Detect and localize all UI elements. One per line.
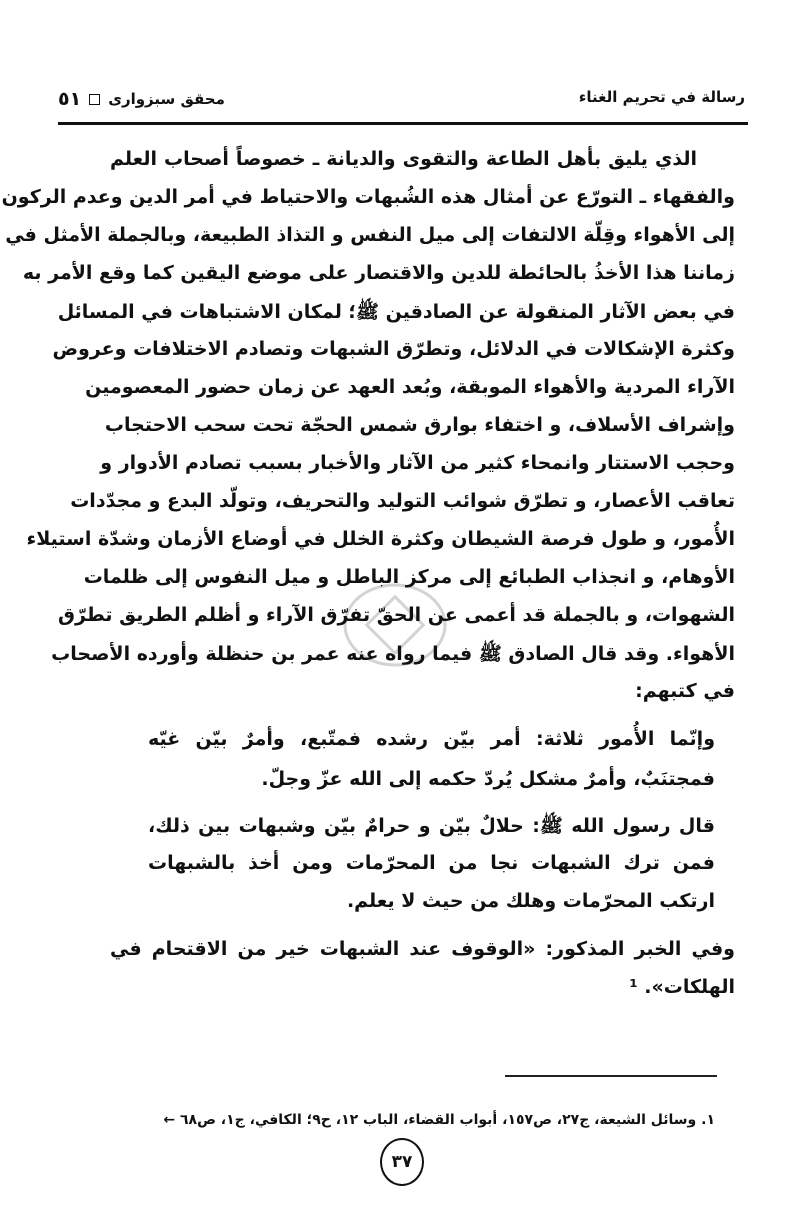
- text-line: إلى الأهواء وقِلّة الالتفات إلى ميل النفس و التذاذ الطبيعة، وبالجملة الأمثل في: [5, 224, 735, 246]
- square-separator-icon: [89, 94, 100, 105]
- running-header-title: رسالة في تحريم الغناء: [578, 88, 745, 106]
- text-line: وفي الخبر المذكور: «الوقوف عند الشبهات خير من الاقتحام في: [110, 938, 735, 960]
- text-line: في بعض الآثار المنقولة عن الصادقين ﷺ؛ لمكان الاشتباهات في المسائل: [57, 301, 735, 323]
- text-line: وكثرة الإشكالات في الدلائل، وتطرّق الشبهات وتصادم الاختلافات وعروض: [52, 338, 735, 360]
- header-rule: [58, 122, 748, 125]
- footnote: ١. وسائل الشيعة، ج٢٧، ص١٥٧، أبواب القضاء، الباب ١٢، ح٩؛ الكافي، ج١، ص٦٨ ←: [163, 1112, 715, 1128]
- quote-line: فمن ترك الشبهات نجا من المحرّمات ومن أخذ بالشبهات: [148, 852, 715, 874]
- text-line: وحجب الاستتار وانمحاء كثير من الآثار والأخبار بسبب تصادم الأدوار و: [100, 452, 735, 474]
- text-line: تعاقب الأعصار، و تطرّق شوائب التوليد والتحريف، وتولّد البدع و مجدّدات: [70, 490, 735, 512]
- text-line: الآراء المردية والأهواء الموبقة، وبُعد العهد عن زمان حضور المعصومين: [85, 376, 735, 398]
- footnote-rule: [505, 1075, 717, 1077]
- text-line: الأوهام، و انجذاب الطبائع إلى مركز الباطل و ميل النفوس إلى ظلمات: [83, 566, 735, 588]
- text-line: وإشراف الأسلاف، و اختفاء بوارق شمس الحجّة تحت سحب الاحتجاب: [104, 414, 735, 436]
- text-line: الأُمور، و طول فرصة الشيطان وكثرة الخلل في أوضاع الأزمان وشدّة استيلاء: [26, 528, 735, 550]
- text-line: الأهواء. وقد قال الصادق ﷺ فيما رواه عنه عمر بن حنظلة وأورده الأصحاب: [51, 643, 735, 665]
- running-header-author: [58, 88, 225, 110]
- header-page-number: ٥١: [58, 88, 82, 110]
- quote-line: ارتكب المحرّمات وهلك من حيث لا يعلم.: [346, 890, 715, 912]
- text-line: الشهوات، و بالجملة قد أعمى عن الحقّ تفرّق الآراء و أظلم الطريق تطرّق: [58, 604, 735, 626]
- header-author: محقق سبزواری: [108, 90, 225, 108]
- text-line: والفقهاء ـ التورّع عن أمثال هذه الشُبهات والاحتياط في أمر الدين وعدم الركون: [1, 186, 735, 208]
- quote-line: قال رسول الله ﷺ: حلالٌ بيّن و حرامٌ بيّن وشبهات بين ذلك،: [148, 815, 715, 837]
- quote-line: وإنّما الأُمور ثلاثة: أمر بيّن رشده فمتّبع، وأمرٌ بيّن غيّه: [148, 728, 715, 750]
- text-line: زماننا هذا الأخذُ بالحائطة للدين والاقتصار على موضع اليقين كما وقع الأمر به: [22, 262, 735, 284]
- quote-line: فمجتنَبٌ، وأمرٌ مشكل يُردّ حكمه إلى الله عزّ وجلّ.: [261, 768, 715, 790]
- text-line: في كتبهم:: [635, 680, 735, 702]
- footer-page-number: ٣٧: [380, 1138, 424, 1186]
- text-line: الهلكات». ¹: [629, 976, 735, 998]
- text-line: الذي يليق بأهل الطاعة والتقوى والديانة ـ خصوصاً أصحاب العلم: [110, 148, 697, 170]
